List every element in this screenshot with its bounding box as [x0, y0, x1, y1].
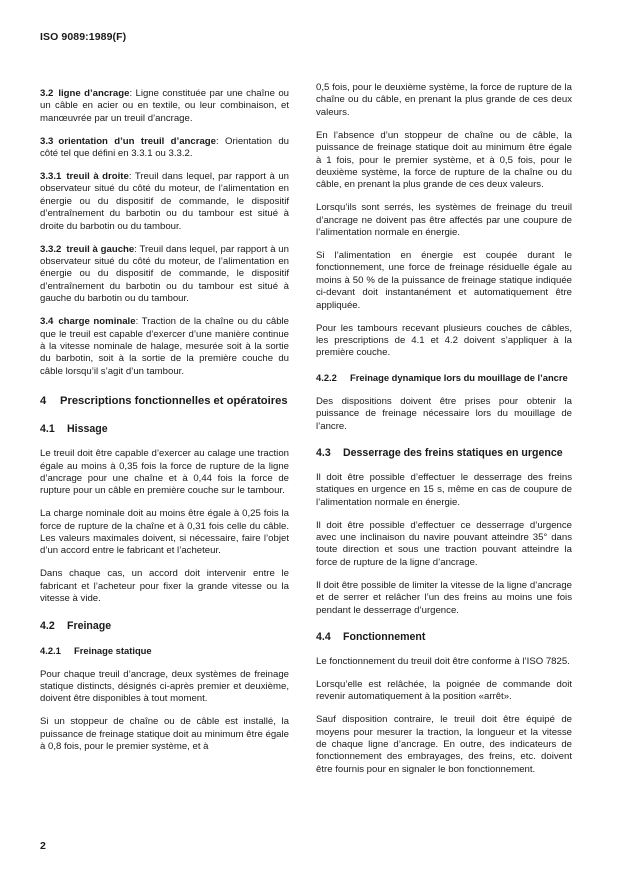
defined-term: orientation d’un treuil d’ancrage — [58, 135, 217, 147]
clause-number: 3.2 — [40, 88, 54, 99]
paragraph: Il doit être possible d’effectuer le desserrage des freins statiques en urgence en 15 s, même en cas de coupure de l’alimentation normale en énergie. — [316, 471, 572, 508]
section-title: Prescriptions fonctionnelles et opératoires — [60, 395, 288, 408]
paragraph: Si un stoppeur de chaîne ou de câble est installé, la puissance de freinage statique doit au minimum être égale à 0,8 fois, pour le premier système, et à — [40, 716, 289, 753]
section-title: Hissage — [67, 423, 108, 436]
paragraph: Sauf disposition contraire, le treuil doit être équipé de moyens pour mesurer la traction, la longueur et la vitesse de chaque ligne d’ancrage. En outre, des indicateurs de fonctionnement des embrayages, des freins, etc. doivent être fournis pour en signaler le bon fonctionnement. — [316, 714, 572, 775]
definition-3-3-1 — [40, 171, 289, 233]
section-number: 4.3 — [316, 446, 331, 459]
paragraph: Lorsqu’ils sont serrés, les systèmes de freinage du treuil d’ancrage ne doivent pas être affectés par une coupure de l’alimentation normale en énergie. — [316, 202, 572, 239]
section-title: Freinage statique — [74, 644, 152, 656]
definition-text: : Traction de la chaîne ou du câble que le treuil est capable d’exercer d’une manière continue à la vitesse nominale de halage, mesurée soit à la sortie du barbotin, soit à la sortie de la première couche du câble lorsqu’il s’agit d’un tambour. — [40, 316, 289, 377]
paragraph: Il doit être possible de limiter la vitesse de la ligne d’ancrage et de serrer et relâcher l’un des freins au moins une fois pendant le desserrage d’urgence. — [316, 579, 572, 616]
paragraph: Pour chaque treuil d’ancrage, deux systèmes de freinage statique distincts, désignés ci-après premier et deuxième, doivent être disponibles à tout moment. — [40, 668, 289, 705]
definition-text: : Orientation du côté tel que défini en 3.3.1 ou 3.3.2. — [40, 135, 289, 160]
paragraph: Des dispositions doivent être prises pour obtenir la puissance de freinage nécessaire lors du mouillage de l’ancre. — [316, 395, 572, 432]
page-number: 2 — [40, 840, 46, 852]
right-column — [316, 82, 572, 787]
section-number: 4 — [40, 395, 47, 408]
section-number: 4.2.2 — [316, 371, 337, 383]
defined-term: charge nominale — [58, 316, 136, 328]
clause-number: 3.3 — [40, 135, 54, 147]
defined-term: treuil à gauche — [66, 243, 135, 255]
defined-term: ligne d’ancrage — [58, 88, 130, 99]
section-number: 4.2 — [40, 619, 55, 632]
section-4-2-1-heading — [40, 645, 289, 657]
section-4-2-heading — [40, 620, 289, 633]
section-number: 4.2.1 — [40, 644, 61, 656]
section-number: 4.1 — [40, 423, 55, 436]
definition-3-2 — [40, 88, 289, 125]
definition-3-3-2 — [40, 244, 289, 306]
paragraph: Pour les tambours recevant plusieurs couches de câbles, les prescriptions de 4.1 et 4.2 doivent s’appliquer à la première couche. — [316, 322, 572, 359]
paragraph: Dans chaque cas, un accord doit intervenir entre le fabricant et l’acheteur pour fixer la grande vitesse ou la vitesse à vide. — [40, 568, 289, 605]
paragraph: En l’absence d’un stoppeur de chaîne ou de câble, la puissance de freinage statique doit au minimum être égale à 1 fois, pour le premier système, et à 0,5 fois, pour le deuxième système, la force de rupture de la chaîne ou du câble, en prenant la plus grande de ces deux valeurs. — [316, 129, 572, 191]
paragraph: 0,5 fois, pour le deuxième système, la force de rupture de la chaîne ou du câble, en prenant la plus grande de ces deux valeurs. — [316, 82, 572, 118]
left-column — [40, 88, 289, 764]
section-title: Freinage — [67, 619, 112, 632]
clause-number: 3.3.2 — [40, 243, 62, 255]
section-4-3-heading — [316, 447, 572, 460]
section-4-1-heading — [40, 423, 289, 436]
definition-text: : Treuil dans lequel, par rapport à un observateur situé du côté du moteur, de l’alimentation en énergie ou du dispositif de commande, le dispositif d’entraînement du barbotin ou du tambour est situé à gauche du barbotin ou du tambour. — [40, 243, 289, 305]
section-title: Freinage dynamique lors du mouillage de l’ancre — [350, 371, 568, 383]
paragraph: La charge nominale doit au moins être égale à 0,25 fois la force de rupture de la chaîne et à 0,31 fois celle du câble. Les valeurs maximales doivent, si nécessaire, faire l’objet d’un accord entre le fabricant et l’acheteur. — [40, 508, 289, 557]
section-number: 4.4 — [316, 631, 331, 643]
document-id-header: ISO 9089:1989(F) — [40, 31, 127, 43]
paragraph: Si l’alimentation en énergie est coupée durant le fonctionnement, une force de freinage résiduelle égale au moins à 50 % de la puissance de freinage statique indiquée ci-devant doit instantanément et automatiquement être appliquée. — [316, 249, 572, 311]
section-title: Fonctionnement — [343, 631, 426, 643]
clause-number: 3.3.1 — [40, 171, 62, 183]
section-title: Desserrage des freins statiques en urgence — [343, 446, 563, 459]
defined-term: treuil à droite — [66, 171, 129, 183]
paragraph: Lorsqu’elle est relâchée, la poignée de commande doit revenir automatiquement à la position «arrêt». — [316, 678, 572, 703]
paragraph: Il doit être possible d’effectuer ce desserrage d’urgence avec une inclinaison du navire pouvant atteindre 35° dans toute direction et sous une traction pouvant atteindre la force de rupture de la ligne d’ancrage. — [316, 519, 572, 568]
paragraph: Le fonctionnement du treuil doit être conforme à l’ISO 7825. — [316, 656, 570, 667]
section-4-heading — [40, 394, 289, 409]
definition-3-3 — [40, 136, 289, 161]
definition-text: : Ligne constituée par une chaîne ou un câble en acier ou en textile, ou leur combinaison, et manœuvrée par un treuil d’ancrage. — [40, 88, 290, 124]
definition-text: : Treuil dans lequel, par rapport à un observateur situé du côté du moteur, de l’alimentation en énergie ou du dispositif de commande, le dispositif d’entraînement du barbotin ou du tambour est situé à droite du barbotin ou du tambour. — [40, 171, 289, 232]
section-4-2-2-heading — [316, 372, 572, 384]
paragraph: Le treuil doit être capable d’exercer au calage une traction égale au moins à 0,35 fois la force de rupture de la ligne d’ancrage pour une chaîne et à 0,44 fois la force de rupture pour un câble en première couche sur le tambour. — [40, 448, 289, 497]
clause-number: 3.4 — [40, 316, 54, 328]
definition-3-4 — [40, 316, 289, 378]
section-4-4-heading — [316, 631, 572, 644]
